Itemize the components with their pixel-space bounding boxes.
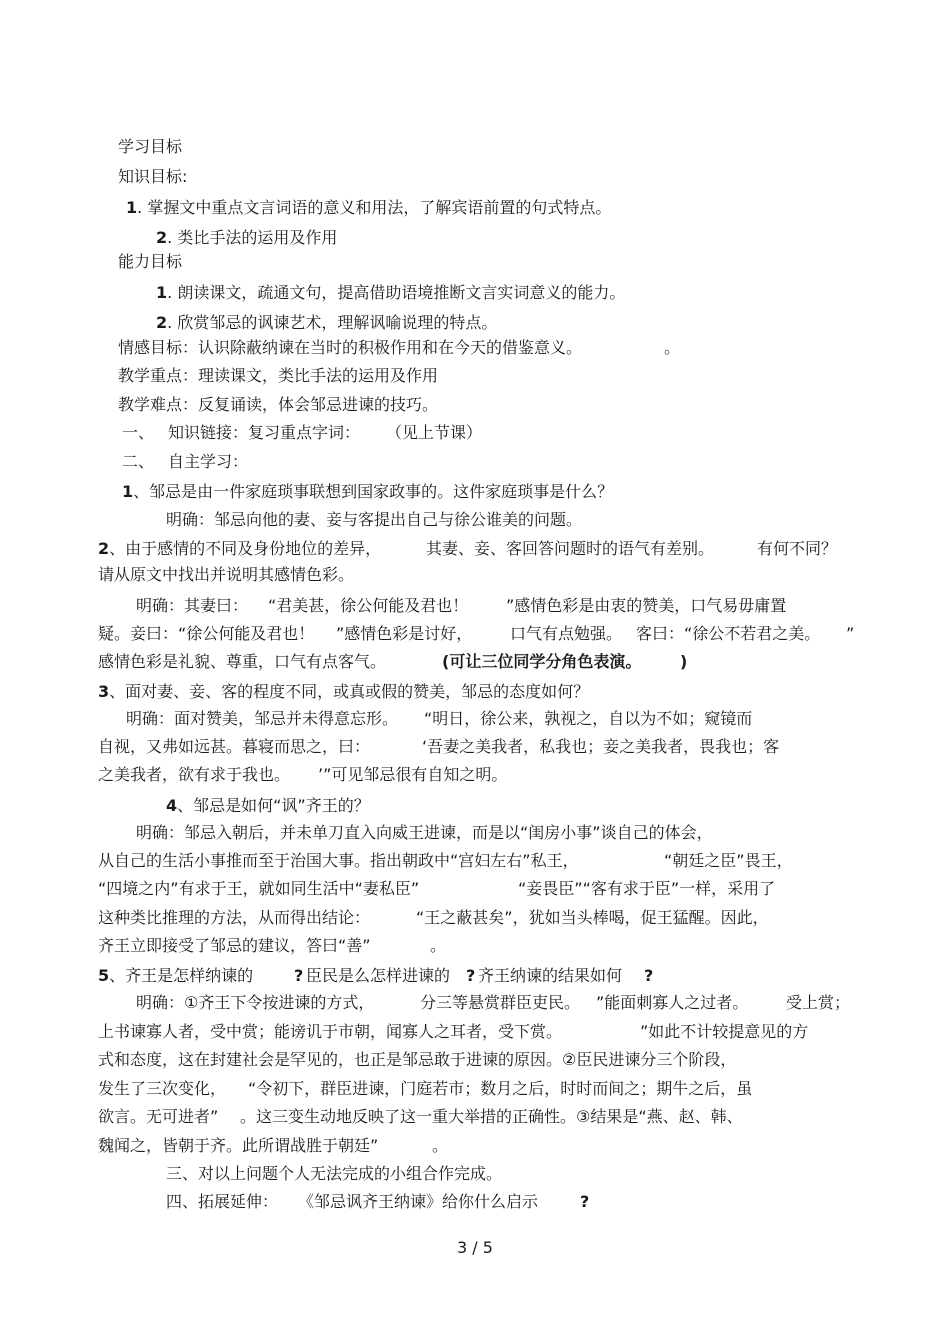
question-4 <box>166 796 370 816</box>
question-text: 、齐王是怎样纳谏的 <box>109 966 254 985</box>
question-2-answer-1b: “君美甚，徐公何能及君也！ <box>268 596 469 615</box>
question-4-answer-1: 明确：邹忌入朝后，并未单刀直入向威王进谏，而是以“闺房小事”谈自己的体会， <box>136 823 713 842</box>
question-5-mark-3: ? <box>644 966 654 985</box>
question-text: 、邹忌是由一件家庭琐事联想到国家政事的。这件家庭琐事是什么？ <box>133 482 614 501</box>
question-number: 4 <box>166 796 178 815</box>
item-number: 2 <box>156 313 168 332</box>
item-text: . 类比手法的运用及作用 <box>167 228 338 247</box>
question-3-answer-3a: 之美我者，欲有求于我也。 <box>98 765 291 784</box>
question-2-part-b: 其妻、妾、客回答问题时的语气有差别。 <box>426 539 715 558</box>
question-2-answer-2b: ”感情色彩是讨好， <box>336 624 473 643</box>
question-5-part-e: 齐王纳谏的结果如何 <box>478 966 623 985</box>
question-2-answer-3b: (可让三位同学分角色表演。 <box>442 652 642 671</box>
question-5-answer-2b: ”如此不计较提意见的方 <box>640 1022 809 1041</box>
question-1-answer: 明确：邹忌向他的妻、妾与客提出自己与徐公谁美的问题。 <box>166 510 583 529</box>
ability-item-2 <box>156 313 497 333</box>
question-5-answer-6a: 魏闻之，皆朝于齐。此所谓战胜于朝廷” <box>98 1136 379 1155</box>
question-5-answer-1b: 分三等悬赏群臣吏民。 <box>420 993 581 1012</box>
item-number: 1 <box>156 283 168 302</box>
ability-item-1 <box>156 283 625 303</box>
knowledge-item-2 <box>156 228 337 248</box>
section-4-label: 四、拓展延伸： <box>166 1192 279 1211</box>
question-4-answer-5a: 齐王立即接受了邹忌的建议，答曰“善” <box>98 936 371 955</box>
question-5-answer-4b: “令初下，群臣进谏，门庭若市；数月之后，时时而间之；期牛之后，虽 <box>248 1079 753 1098</box>
question-number: 2 <box>98 539 110 558</box>
question-3-answer-2a: 自视，又弗如远甚。暮寝而思之，曰： <box>98 737 371 756</box>
question-3-answer-2b: ‘吾妻之美我者，私我也；妾之美我者，畏我也；客 <box>422 737 780 756</box>
section-2-title: 自主学习： <box>168 452 249 471</box>
item-text: . 欣赏邹忌的讽谏艺术，理解讽喻说理的特点。 <box>167 313 498 332</box>
item-text: . 掌握文中重点文言词语的意义和用法，了解宾语前置的句式特点。 <box>137 198 612 217</box>
question-number: 3 <box>98 682 110 701</box>
question-5-answer-1c: ”能面刺寡人之过者。 <box>596 993 749 1012</box>
question-1 <box>122 482 613 502</box>
question-4-answer-5b: 。 <box>430 936 447 955</box>
question-2-answer-1a: 明确：其妻曰： <box>136 596 249 615</box>
question-number: 1 <box>122 482 134 501</box>
question-text: 、面对妻、妾、客的程度不同，或真或假的赞美，邹忌的态度如何？ <box>109 682 590 701</box>
question-5-answer-5a: 欲言。无可进者” <box>98 1107 219 1126</box>
question-4-answer-4a: 这种类比推理的方法，从而得出结论： <box>98 908 371 927</box>
section-1-label: 一、 <box>122 423 155 442</box>
question-3-answer-1a: 明确：面对赞美，邹忌并未得意忘形。 <box>126 709 399 728</box>
question-2-answer-3a: 感情色彩是礼貌、尊重，口气有点客气。 <box>98 652 387 671</box>
heading-ability-goals: 能力目标 <box>118 252 183 271</box>
question-5-mark-2: ? <box>466 966 476 985</box>
question-text: 、邹忌是如何“讽”齐王的？ <box>177 796 370 815</box>
item-number: 1 <box>126 198 138 217</box>
question-4-answer-4b: “王之蔽甚矣”，犹如当头棒喝，促王猛醒。因此， <box>416 908 769 927</box>
question-2-answer-2e: ” <box>846 624 855 643</box>
question-2-answer-2a: 疑。妾曰：“徐公何能及君也！ <box>98 624 315 643</box>
item-text: . 朗读课文，疏通文句，提高借助语境推断文言实词意义的能力。 <box>167 283 626 302</box>
emotion-goal: 情感目标：认识除蔽纳谏在当时的积极作用和在今天的借鉴意义。 <box>118 338 583 357</box>
question-4-answer-3b: “妾畏臣”“客有求于臣”一样，采用了 <box>518 879 776 898</box>
section-2-label: 二、 <box>122 452 155 471</box>
question-5-answer-3: 式和态度，这在封建社会是罕见的，也正是邹忌敢于进谏的原因。②臣民进谏分三个阶段， <box>98 1050 737 1069</box>
question-4-answer-2a: 从自己的生活小事推而至于治国大事。指出朝政中“宫妇左右”私王， <box>98 851 579 870</box>
heading-learning-goals: 学习目标 <box>118 137 183 156</box>
question-5-part-c: 臣民是么怎样进谏的 <box>306 966 451 985</box>
section-1-title: 知识链接：复习重点字词： <box>168 423 361 442</box>
section-3: 三、对以上问题个人无法完成的小组合作完成。 <box>166 1164 503 1183</box>
question-5-answer-1a: 明确：①齐王下令按进谏的方式， <box>136 993 375 1012</box>
question-5-answer-5b: 。这三变生动地反映了这一重大举措的正确性。③结果是“燕、赵、韩、 <box>240 1107 743 1126</box>
question-2-part-c: 有何不同？ <box>757 539 838 558</box>
question-4-answer-2b: “朝廷之臣”畏王， <box>664 851 793 870</box>
section-4-text: 《邹忌讽齐王纳谏》给你什么启示 <box>298 1192 539 1211</box>
question-5-answer-6b: 。 <box>432 1136 449 1155</box>
question-4-answer-3a: “四境之内”有求于王，就如同生活中“妻私臣” <box>98 879 420 898</box>
knowledge-item-1 <box>126 198 611 218</box>
page-number: 3 / 5 <box>457 1238 493 1257</box>
question-text: 、由于感情的不同及身份地位的差异， <box>109 539 382 558</box>
question-5 <box>98 966 253 986</box>
question-2-answer-1c: ”感情色彩是由衷的赞美，口气易毋庸置 <box>506 596 787 615</box>
question-2-answer-2c: 口气有点勉强。 <box>510 624 623 643</box>
emotion-goal-end: 。 <box>664 338 681 357</box>
question-5-mark-1: ? <box>294 966 304 985</box>
question-3 <box>98 682 589 702</box>
question-5-answer-2a: 上书谏寡人者，受中赏；能谤讥于市朝，闻寡人之耳者，受下赏。 <box>98 1022 563 1041</box>
section-1-note: （见上节课） <box>386 423 483 442</box>
question-5-answer-1d: 受上赏； <box>786 993 851 1012</box>
teaching-difficulty: 教学难点：反复诵读，体会邹忌进谏的技巧。 <box>118 395 439 414</box>
question-2-answer-3c: ) <box>680 652 688 671</box>
question-3-answer-1b: “明日，徐公来，孰视之，自以为不如；窥镜而 <box>424 709 753 728</box>
teaching-key-point: 教学重点：理读课文，类比手法的运用及作用 <box>118 366 439 385</box>
question-2 <box>98 539 381 559</box>
question-3-answer-3b: ’”可见邹忌很有自知之明。 <box>318 765 508 784</box>
item-number: 2 <box>156 228 168 247</box>
section-4-mark: ? <box>580 1192 590 1211</box>
question-5-answer-4a: 发生了三次变化， <box>98 1079 227 1098</box>
question-2-answer-2d: 客曰：“徐公不若君之美。 <box>636 624 821 643</box>
heading-knowledge-goals: 知识目标: <box>118 167 188 186</box>
question-2-line-2: 请从原文中找出并说明其感情色彩。 <box>98 565 355 584</box>
question-number: 5 <box>98 966 110 985</box>
